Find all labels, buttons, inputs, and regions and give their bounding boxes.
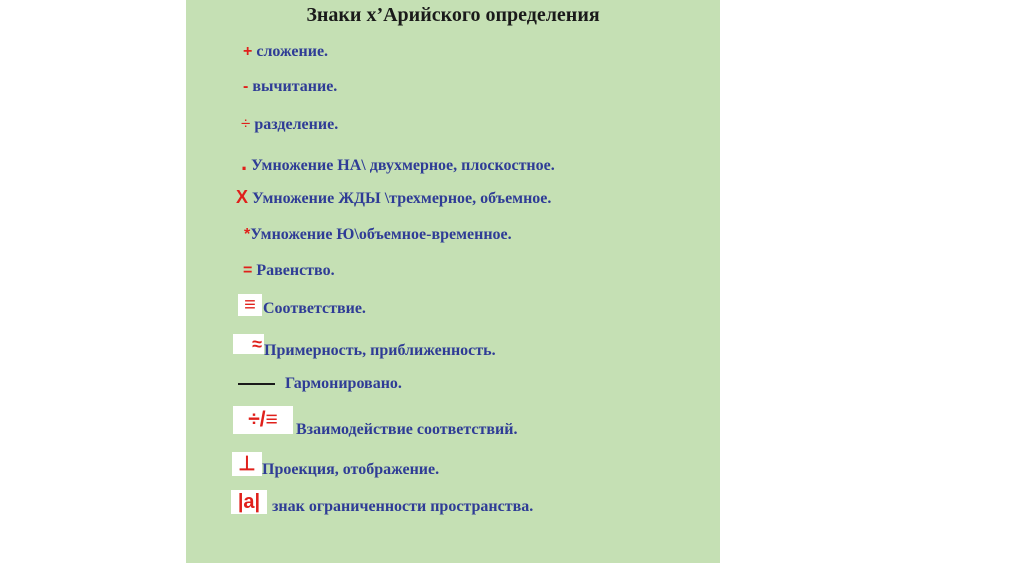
slide-title: Знаки х’Арийского определения — [306, 4, 600, 26]
item-equality — [243, 262, 335, 280]
item-multiplication-na — [241, 150, 555, 176]
dot-icon: . — [241, 150, 248, 175]
item-label: Умножение ЖДЫ \трехмерное, объемное. — [248, 190, 552, 207]
division-icon: ÷ — [241, 114, 251, 133]
item-label: сложение. — [252, 43, 329, 60]
item-label: Умножение Ю\объемное-временное. — [250, 226, 512, 243]
equals-icon: = — [243, 262, 253, 279]
dash-icon — [238, 383, 275, 385]
item-multiplication-yu — [244, 226, 512, 244]
item-label: разделение. — [250, 116, 339, 133]
item-label: Умножение НА\ двухмерное, плоскостное. — [247, 157, 555, 174]
item-space-limit: знак ограниченности пространства. — [272, 498, 534, 515]
asterisk-icon: * — [244, 226, 251, 243]
item-division — [241, 114, 338, 134]
abs-a-icon: |a| — [231, 490, 267, 514]
item-approximation: Примерность, приближенность. — [264, 342, 496, 359]
item-addition — [243, 43, 328, 61]
perpendicular-icon: ⊥ — [232, 452, 262, 476]
identical-icon: ≡ — [238, 294, 262, 316]
item-harmonized: Гармонировано. — [285, 375, 402, 392]
division-identical-icon: ÷/≡ — [233, 406, 293, 434]
item-projection: Проекция, отображение. — [262, 461, 440, 478]
cross-icon: Х — [236, 187, 249, 207]
item-label: вычитание. — [248, 78, 338, 95]
approx-icon: ≈ — [233, 334, 264, 354]
item-interaction: Взаимодействие соответствий. — [296, 421, 518, 438]
item-multiplication-zhdy — [236, 187, 551, 208]
item-label: Равенство. — [252, 262, 335, 279]
plus-icon: + — [243, 43, 253, 60]
item-subtraction — [243, 78, 337, 96]
minus-icon: - — [243, 78, 249, 95]
item-correspondence: Соответствие. — [263, 300, 366, 317]
